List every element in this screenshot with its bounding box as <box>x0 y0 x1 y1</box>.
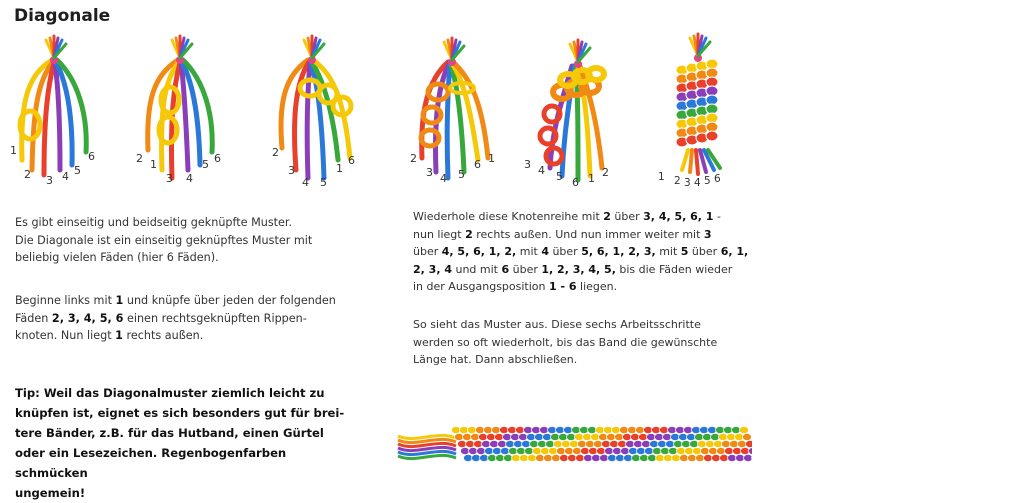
thread-label: 1 <box>588 172 595 185</box>
thread-label: 1 <box>150 158 157 171</box>
band-knot <box>463 433 472 440</box>
thread-label: 2 <box>602 166 609 179</box>
thread-label: 1 <box>336 162 343 175</box>
band-knot <box>468 426 477 433</box>
tip-line: tere Bänder, z.B. für das Hutband, einen Gürtel <box>15 426 324 440</box>
thread-label: 3 <box>524 158 531 171</box>
text-line: Die Diagonale ist ein einseitig geknüpftes Muster mit <box>15 233 313 247</box>
thread-label: 5 <box>458 168 465 181</box>
loose-thread <box>398 443 456 446</box>
band-knot <box>458 440 467 447</box>
text-line: in der Ausgangsposition 1 - 6 liegen. <box>413 280 618 293</box>
thread-label: 3 <box>288 164 295 177</box>
band-knot <box>498 440 507 447</box>
band-knot <box>749 447 753 454</box>
band-knot <box>493 447 502 454</box>
text-line: nun liegt 2 rechts außen. Und nun immer weiter mit 3 <box>413 227 712 241</box>
band-knot <box>480 454 489 461</box>
band-knot <box>466 440 475 447</box>
thread-label: 4 <box>186 172 193 185</box>
text-line: So sieht das Muster aus. Diese sechs Arbeitsschritte <box>413 318 701 331</box>
thread-label: 4 <box>302 176 309 189</box>
band-knot <box>455 433 464 440</box>
thread-label: 3 <box>426 166 433 179</box>
band-knot <box>469 447 478 454</box>
knot <box>706 131 718 141</box>
loose-thread <box>398 435 456 438</box>
band-knot <box>496 454 505 461</box>
thread-label: 3 <box>166 172 173 185</box>
loose-thread <box>398 447 456 450</box>
band-knot <box>740 426 749 433</box>
thread-label: 2 <box>24 168 31 181</box>
illustration-step-4 <box>404 30 504 190</box>
tip-line: Tip: Weil das Diagonalmuster ziemlich leicht zu <box>15 386 325 400</box>
thread-label: 2 <box>410 152 417 165</box>
text-line: werden so oft wiederholt, bis das Band die gewünschte <box>413 335 718 349</box>
band-knot <box>484 426 493 433</box>
band-knot <box>495 433 504 440</box>
band-knot <box>482 440 491 447</box>
band-knot <box>490 440 499 447</box>
band-knot <box>472 454 481 461</box>
text-line: beliebig vielen Fäden (hier 6 Fäden). <box>15 251 219 264</box>
loose-thread <box>398 455 456 458</box>
text-line: Länge hat. Dann abschließen. <box>413 353 578 366</box>
text-line: knoten. Nun liegt 1 rechts außen. <box>15 329 204 342</box>
illustration-step-1 <box>8 30 103 190</box>
thread-label: 4 <box>694 177 701 189</box>
band-knot <box>744 454 753 461</box>
band-knot <box>479 433 488 440</box>
tip-box <box>15 383 345 503</box>
thread-label: 6 <box>214 152 221 165</box>
illustration-step-6 <box>652 30 742 190</box>
thread-label: 6 <box>88 150 95 163</box>
band-knot <box>485 447 494 454</box>
text-line: Fäden 2, 3, 4, 5, 6 einen rechtsgeknüpften Rippen- <box>15 311 307 325</box>
band-knot <box>743 433 752 440</box>
band-knot <box>471 433 480 440</box>
result-paragraph <box>413 316 753 369</box>
tip-line: oder ein Lesezeichen. Regenbogenfarben schmücken <box>15 446 287 480</box>
illustration-step-3 <box>264 30 364 190</box>
thread-label: 5 <box>74 164 81 177</box>
text-line: über 4, 5, 6, 1, 2, mit 4 über 5, 6, 1, 2, 3, mit 5 über 6, 1, <box>413 245 749 258</box>
thread-label: 1 <box>658 171 665 183</box>
band-knot <box>461 447 470 454</box>
band-knot <box>474 440 483 447</box>
thread-label: 6 <box>474 158 481 171</box>
thread-label: 5 <box>556 170 563 183</box>
tip-line: ungemein! <box>15 486 86 500</box>
band-knot <box>476 426 485 433</box>
thread-label: 6 <box>714 173 721 185</box>
thread-label: 6 <box>572 176 579 189</box>
loose-thread <box>398 439 456 442</box>
instruction-paragraph <box>15 292 375 345</box>
band-knot <box>492 426 501 433</box>
tip-line: knüpfen ist, eignet es sich besonders gut für brei- <box>15 406 345 420</box>
illustration-step-5 <box>522 30 622 190</box>
band-knot <box>460 426 469 433</box>
band-knot <box>488 454 497 461</box>
text-line: Wiederhole diese Knotenreihe mit 2 über 3, 4, 5, 6, 1 - <box>413 210 721 223</box>
repeat-paragraph <box>413 208 753 296</box>
intro-paragraph <box>15 214 375 267</box>
text-line: Es gibt einseitig und beidseitig geknüpfte Muster. <box>15 216 293 229</box>
thread-label: 2 <box>136 152 143 165</box>
loose-thread <box>398 451 456 454</box>
text-line: Beginne links mit 1 und knüpfe über jeden der folgenden <box>15 294 336 307</box>
band-knot <box>746 440 753 447</box>
band-knot <box>487 433 496 440</box>
thread-label: 3 <box>46 174 53 187</box>
thread-label: 4 <box>440 172 447 185</box>
illustration-step-2 <box>134 30 229 190</box>
thread-label: 4 <box>538 164 545 177</box>
band-knot <box>503 433 512 440</box>
thread-label: 5 <box>202 158 209 171</box>
finished-band-illustration <box>396 418 752 472</box>
thread-label: 6 <box>348 154 355 167</box>
thread-label: 1 <box>10 144 17 157</box>
band-knot <box>504 454 513 461</box>
thread-label: 5 <box>704 175 711 187</box>
text-line: 2, 3, 4 und mit 6 über 1, 2, 3, 4, 5, bis die Fäden wieder <box>413 262 733 276</box>
thread-label: 5 <box>320 176 327 189</box>
thread-label: 4 <box>62 170 69 183</box>
band-knot <box>500 426 509 433</box>
thread-label: 2 <box>674 175 681 187</box>
thread-label: 3 <box>684 177 691 189</box>
band-knot <box>501 447 510 454</box>
thread-label: 1 <box>488 152 495 165</box>
band-knot <box>452 426 461 433</box>
thread-label: 2 <box>272 146 279 159</box>
page-title: Diagonale <box>14 6 111 26</box>
band-knot <box>464 454 473 461</box>
band-knot <box>477 447 486 454</box>
